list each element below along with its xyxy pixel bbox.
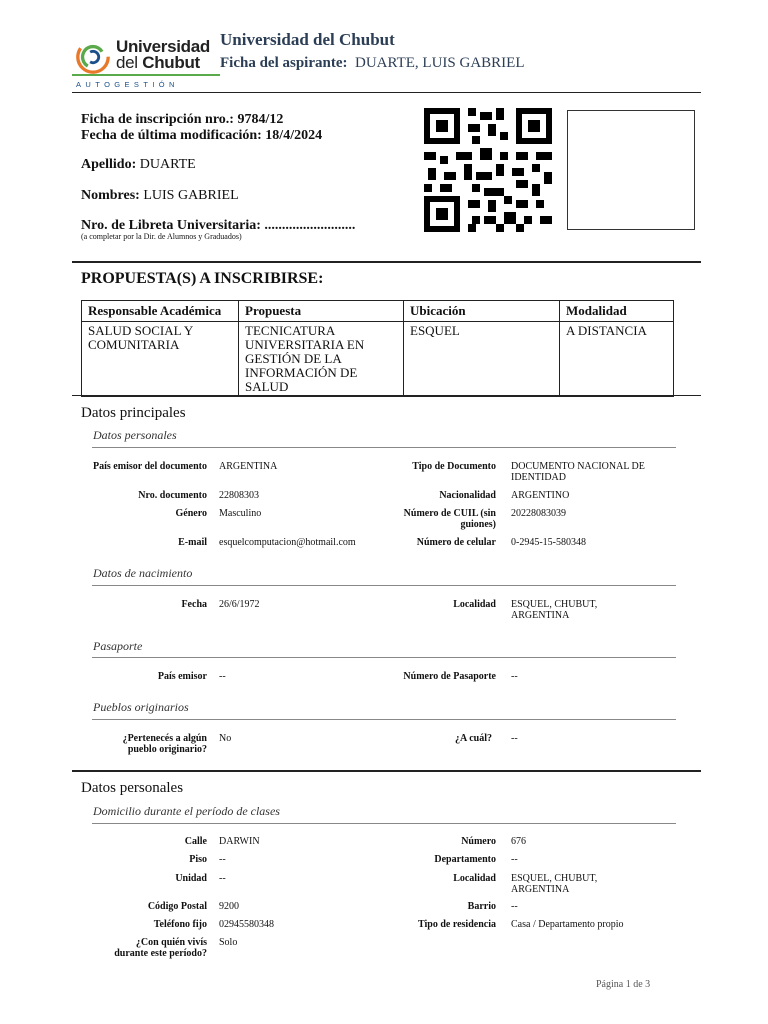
subsection-divider [92, 823, 676, 824]
value-tipo-residencia: Casa / Departamento propio [511, 919, 624, 930]
label-con-quien: ¿Con quién vivís durante este período? [114, 937, 207, 959]
label-unidad: Unidad [175, 873, 207, 884]
subsection-divider [92, 447, 676, 448]
logo-rings-icon [74, 38, 112, 76]
value-departamento: -- [511, 854, 518, 865]
divider-datos-personales [72, 770, 701, 772]
value-nro-documento: 22808303 [219, 490, 259, 501]
col-modalidad: Modalidad [560, 301, 674, 322]
table-header-row [82, 301, 674, 322]
label-departamento: Departamento [434, 854, 496, 865]
value-cuil: 20228083039 [511, 508, 566, 519]
label-localidad-domicilio: Localidad [453, 873, 496, 884]
col-ubicacion: Ubicación [404, 301, 560, 322]
label-piso: Piso [189, 854, 207, 865]
label-calle: Calle [184, 836, 207, 847]
value-email: esquelcomputacion@hotmail.com [219, 537, 356, 548]
value-pueblo-originario: No [219, 733, 232, 744]
value-barrio: -- [511, 901, 518, 912]
col-responsable: Responsable Académica [82, 301, 239, 322]
label-barrio: Barrio [467, 901, 496, 912]
apellido-row: Apellido: DUARTE [81, 157, 196, 172]
label-cual-pueblo: ¿A cuál? [455, 733, 492, 744]
value-localidad-domicilio: ESQUEL, CHUBUT, ARGENTINA [511, 873, 598, 895]
libreta-row: Nro. de Libreta Universitaria: .......................... [81, 218, 356, 233]
photo-box [567, 110, 695, 230]
label-genero: Género [175, 508, 207, 519]
libreta-note: (a completar por la Dir. de Alumnos y Graduados) [81, 232, 242, 241]
label-pais-pasaporte: País emisor [157, 671, 207, 682]
divider-datos-principales [72, 395, 701, 396]
divider-propuestas [72, 261, 701, 263]
value-unidad: -- [219, 873, 226, 884]
label-numero-domicilio: Número [461, 836, 496, 847]
label-codigo-postal: Código Postal [147, 901, 207, 912]
label-tipo-residencia: Tipo de residencia [418, 919, 496, 930]
value-pais-emisor: ARGENTINA [219, 461, 278, 472]
cell-ubicacion: ESQUEL [404, 322, 560, 397]
ficha-inscripcion: Ficha de inscripción nro.: 9784/12 [81, 112, 284, 127]
datos-nacimiento-subtitle: Datos de nacimiento [93, 566, 193, 580]
value-genero: Masculino [219, 508, 262, 519]
label-numero-pasaporte: Número de Pasaporte [403, 671, 496, 682]
value-cual-pueblo: -- [511, 733, 518, 744]
value-numero-domicilio: 676 [511, 836, 526, 847]
page-title: Universidad del Chubut [220, 30, 395, 49]
value-nacionalidad: ARGENTINO [511, 490, 570, 501]
logo-subtitle: AUTOGESTIÓN [76, 80, 179, 89]
value-piso: -- [219, 854, 226, 865]
ficha-modificacion: Fecha de última modificación: 18/4/2024 [81, 128, 323, 143]
value-fecha-nacimiento: 26/6/1972 [219, 599, 260, 610]
label-email: E-mail [178, 537, 207, 548]
label-telefono-fijo: Teléfono fijo [153, 919, 207, 930]
label-tipo-documento: Tipo de Documento [412, 461, 496, 472]
value-localidad-nacimiento: ESQUEL, CHUBUT, ARGENTINA [511, 599, 598, 621]
propuestas-title: PROPUESTA(S) A INSCRIBIRSE: [81, 270, 324, 287]
col-propuesta: Propuesta [239, 301, 404, 322]
cell-propuesta: TECNICATURA UNIVERSITARIA EN GESTIÓN DE LA INFORMACIÓN DE SALUD [239, 322, 404, 397]
label-celular: Número de celular [416, 537, 496, 548]
label-localidad-nacimiento: Localidad [453, 599, 496, 610]
value-celular: 0-2945-15-580348 [511, 537, 586, 548]
datos-personales-title: Datos personales [81, 780, 184, 796]
value-numero-pasaporte: -- [511, 671, 518, 682]
label-cuil: Número de CUIL (sin guiones) [403, 508, 496, 530]
header-divider [72, 92, 701, 93]
pueblos-subtitle: Pueblos originarios [93, 700, 189, 714]
value-con-quien: Solo [219, 937, 238, 948]
subsection-divider [92, 585, 676, 586]
label-pueblo-originario: ¿Pertenecés a algún pueblo originario? [122, 733, 207, 755]
university-logo [72, 34, 222, 92]
page-subtitle: Ficha del aspirante: DUARTE, LUIS GABRIEL [220, 55, 525, 71]
datos-principales-title: Datos principales [81, 405, 186, 421]
pasaporte-subtitle: Pasaporte [93, 639, 143, 653]
cell-modalidad: A DISTANCIA [560, 322, 674, 397]
logo-underline [72, 74, 220, 76]
value-codigo-postal: 9200 [219, 901, 239, 912]
value-calle: DARWIN [219, 836, 260, 847]
domicilio-subtitle: Domicilio durante el período de clases [93, 804, 280, 818]
value-telefono-fijo: 02945580348 [219, 919, 274, 930]
datos-personales-subtitle: Datos personales [93, 428, 177, 442]
table-row [82, 322, 674, 397]
subsection-divider [92, 657, 676, 658]
label-nacionalidad: Nacionalidad [439, 490, 496, 501]
qr-code-icon [424, 108, 552, 232]
propuestas-table [81, 300, 674, 397]
value-tipo-documento: DOCUMENTO NACIONAL DE IDENTIDAD [511, 461, 645, 483]
logo-text-del-chubut: del Chubut [116, 53, 200, 72]
label-nro-documento: Nro. documento [138, 490, 207, 501]
label-pais-emisor: País emisor del documento [93, 461, 207, 472]
page-number: Página 1 de 3 [596, 979, 651, 990]
label-fecha-nacimiento: Fecha [181, 599, 207, 610]
value-pais-pasaporte: -- [219, 671, 226, 682]
nombres-row: Nombres: LUIS GABRIEL [81, 188, 239, 203]
logo-text-universidad: Universidad [116, 37, 211, 56]
cell-responsable: SALUD SOCIAL Y COMUNITARIA [82, 322, 239, 397]
subsection-divider [92, 719, 676, 720]
